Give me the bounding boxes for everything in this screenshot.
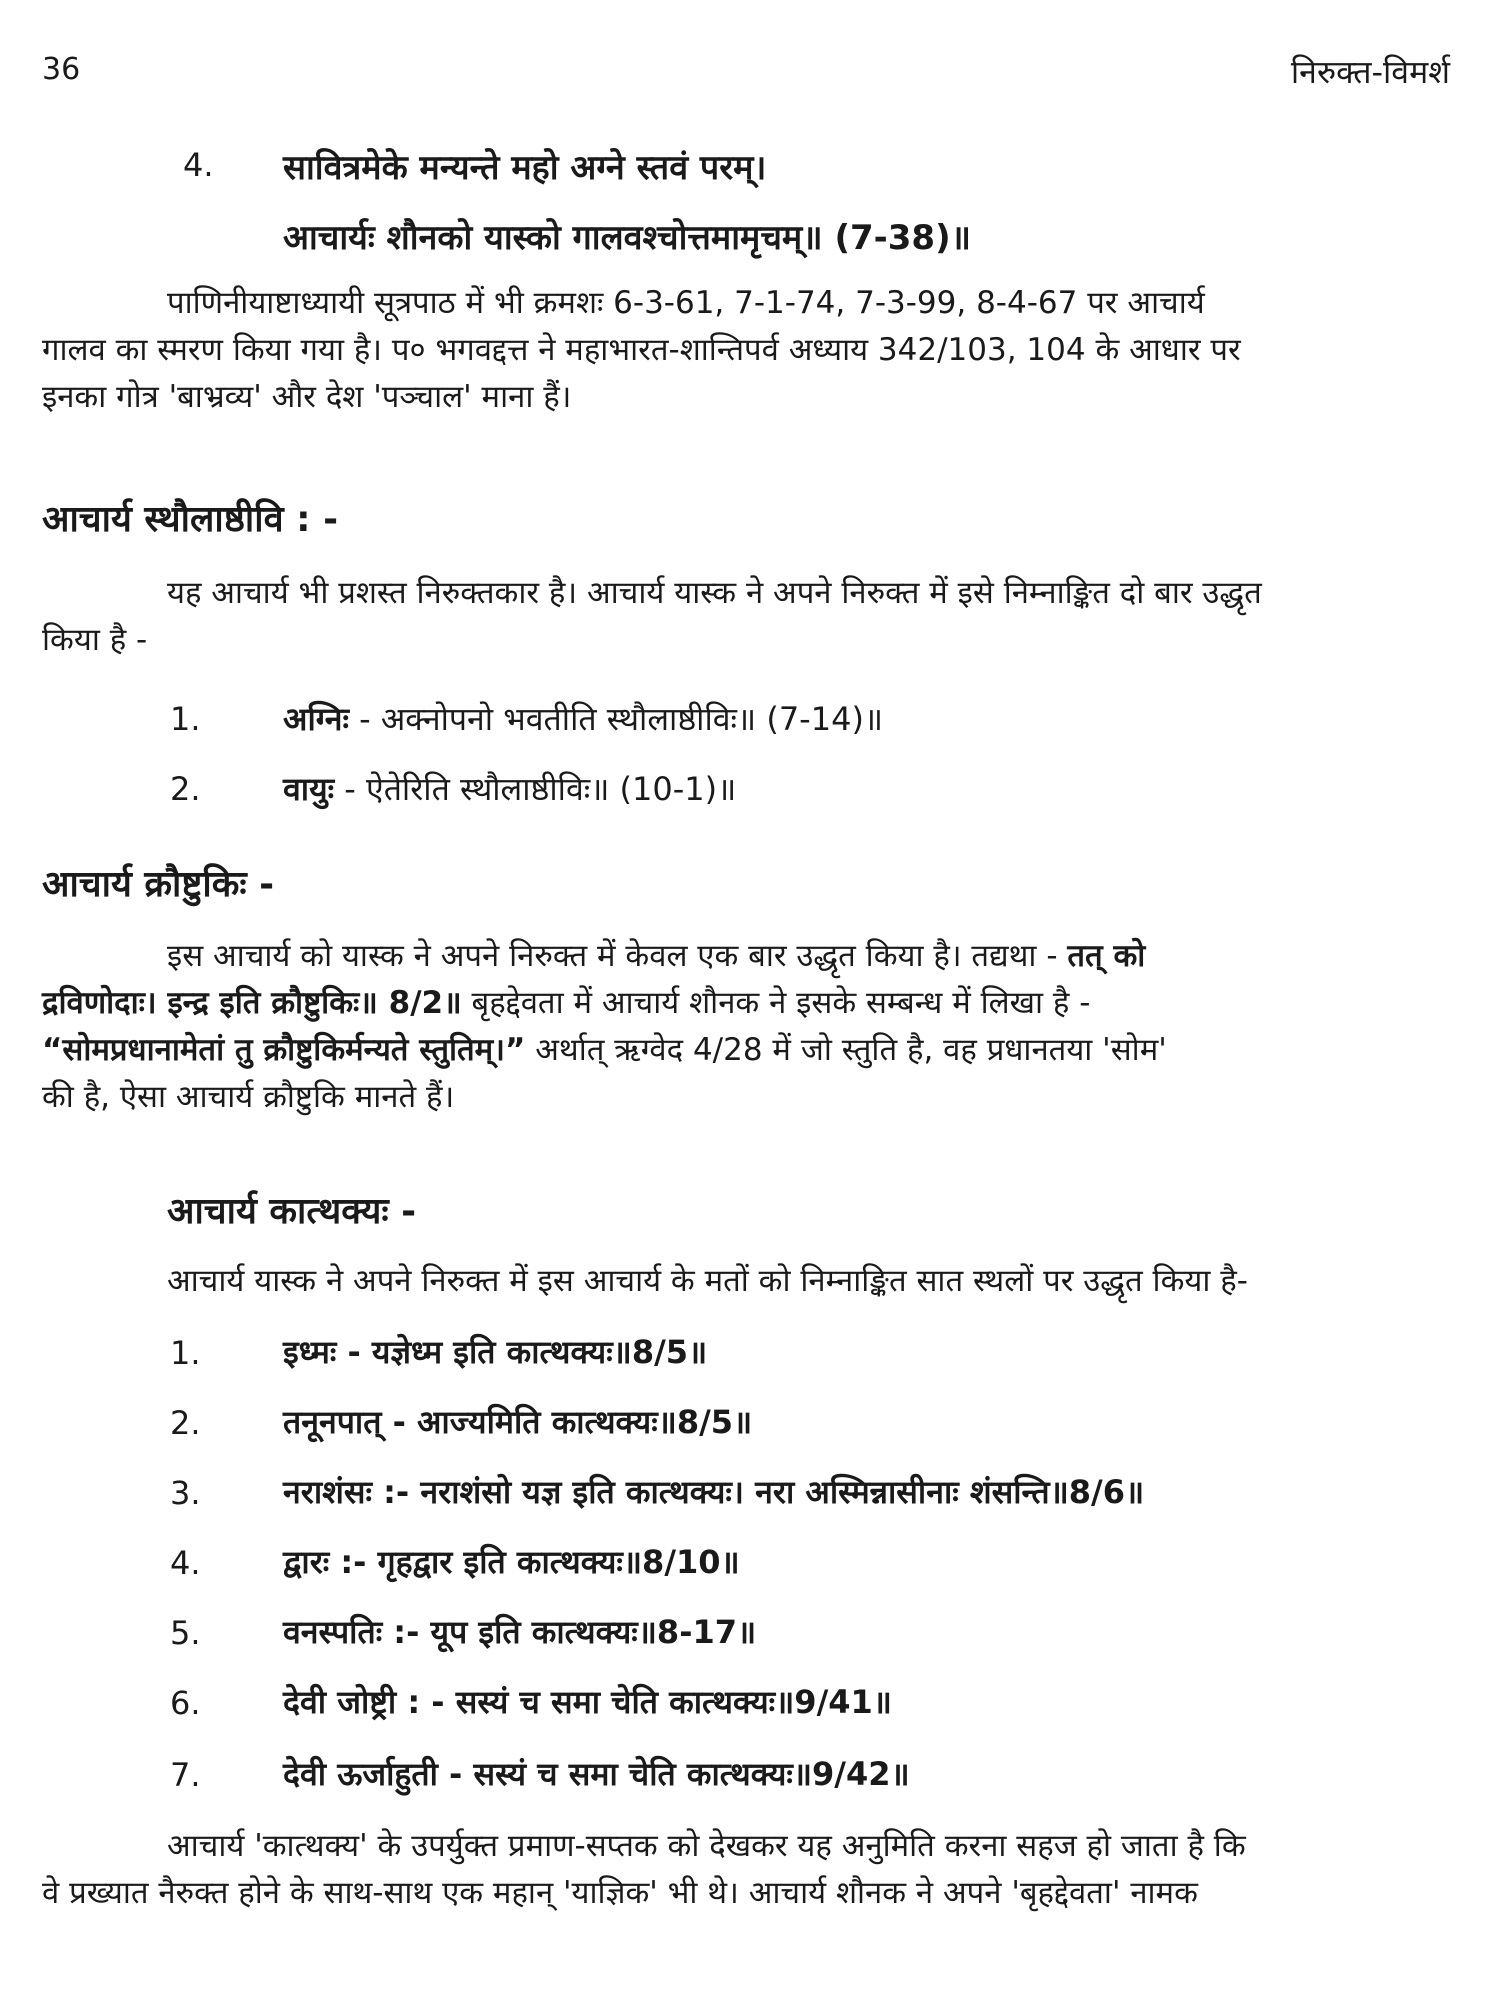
- verse-number: 4.: [183, 146, 214, 184]
- list-item: [283, 1330, 707, 1373]
- list-item-number: 3.: [170, 1474, 201, 1512]
- list-item-number: 5.: [170, 1614, 201, 1652]
- paragraph-line: पाणिनीयाष्टाध्यायी सूत्रपाठ में भी क्रमशः 6-3-61, 7-1-74, 7-3-99, 8-4-67 पर आचार्य: [167, 285, 1205, 321]
- list-item-number: 2.: [170, 1404, 201, 1442]
- text-run: अर्थात् ऋग्वेद 4/28 में जो स्तुति है, वह प्रधानतया 'सोम': [525, 1032, 1167, 1068]
- list-item-text: - ऐतेरिति स्थौलाष्ठीविः॥ (10-1)॥: [334, 770, 737, 808]
- paragraph-line: [42, 1027, 1452, 1074]
- list-item-text: - अक्नोपनो भवतीति स्थौलाष्ठीविः॥ (7-14)॥: [348, 700, 884, 738]
- text-run: इस आचार्य को यास्क ने अपने निरुक्त में केवल एक बार उद्धृत किया है। तद्यथा -: [167, 938, 1068, 974]
- paragraph-line: [42, 933, 1452, 980]
- paragraph-line: की है, ऐसा आचार्य क्रौष्टुकि मानते हैं।: [42, 1079, 455, 1115]
- text-run: बृहद्देवता में आचार्य शौनक ने इसके सम्बन्ध में लिखा है -: [461, 985, 1091, 1021]
- paragraph-line: [42, 980, 1452, 1027]
- paragraph-line: आचार्य यास्क ने अपने निरुक्त में इस आचार्य के मतों को निम्नाङ्कित सात स्थलों पर उद्धृत किया है-: [167, 1263, 1248, 1299]
- list-item: [283, 1752, 910, 1795]
- paragraph-galava: [42, 280, 1452, 421]
- paragraph-kraushtuki: [42, 933, 1452, 1121]
- list-item: [283, 697, 883, 740]
- list-item: [283, 1610, 756, 1653]
- verse-line-2: आचार्यः शौनको यास्को गालवश्चोत्तमामृचम्॥ (7-38)॥: [283, 218, 971, 258]
- quote-run: तत् को: [1067, 938, 1146, 974]
- list-item: [283, 767, 736, 810]
- paragraph-line: किया है -: [42, 622, 148, 658]
- paragraph-katthakya-intro: [167, 1258, 1457, 1305]
- verse-line-1: सावित्रमेके मन्यन्ते महो अग्ने स्तवं परम्।: [283, 148, 767, 188]
- paragraph-line: यह आचार्य भी प्रशस्त निरुक्तकार है। आचार्य यास्क ने अपने निरुक्त में इसे निम्नाङ्कित दो बार उद्धृत: [167, 575, 1262, 611]
- list-item-text: वनस्पतिः :- यूप इति कात्थक्यः॥8-17॥: [283, 1613, 757, 1651]
- paragraph-line: वे प्रख्यात नैरुक्त होने के साथ-साथ एक महान् 'याज्ञिक' भी थे। आचार्य शौनक ने अपने 'बृहद्देवता' नामक: [42, 1875, 1198, 1911]
- list-item-number: 1.: [170, 1334, 201, 1372]
- list-item-text: देवी जोष्ट्री : - सस्यं च समा चेति कात्थक्यः॥9/41॥: [283, 1683, 892, 1721]
- section-heading-sthaulashthivi: आचार्य स्थौलाष्ठीवि : -: [42, 499, 339, 540]
- list-item-number: 6.: [170, 1684, 201, 1722]
- paragraph-katthakya-closing: [42, 1823, 1452, 1917]
- section-heading-kraushtuki: आचार्य क्रौष्टुकिः -: [42, 864, 275, 905]
- list-item: [283, 1540, 740, 1583]
- list-item-number: 7.: [170, 1756, 201, 1794]
- list-item-text: इध्मः - यज्ञेध्म इति कात्थक्यः॥8/5॥: [283, 1333, 708, 1371]
- section-heading-katthakya: आचार्य कात्थक्यः -: [167, 1191, 417, 1232]
- list-item: [283, 1470, 1144, 1513]
- paragraph-line: इनका गोत्र 'बाभ्रव्य' और देश 'पञ्चाल' माना हैं।: [42, 379, 572, 415]
- list-item-number: 2.: [170, 770, 201, 808]
- page-number: 36: [42, 52, 81, 87]
- list-item-text: नराशंसः :- नराशंसो यज्ञ इति कात्थक्यः। नरा अस्मिन्नासीनाः शंसन्ति॥8/6॥: [283, 1473, 1145, 1511]
- list-item-term: अग्निः: [283, 700, 349, 738]
- list-item-term: वायुः: [283, 770, 335, 808]
- list-item: [283, 1400, 752, 1443]
- paragraph-line: आचार्य 'कात्थक्य' के उपर्युक्त प्रमाण-सप्तक को देखकर यह अनुमिति करना सहज हो जाता है कि: [167, 1828, 1246, 1864]
- list-item-number: 4.: [170, 1544, 201, 1582]
- list-item: [283, 1680, 892, 1723]
- running-header-title: निरुक्त-विमर्श: [1290, 53, 1450, 91]
- list-item-text: देवी ऊर्जाहुती - सस्यं च समा चेति कात्थक्यः॥9/42॥: [283, 1755, 910, 1793]
- quote-run: “सोमप्रधानामेतां तु क्रौष्टुकिर्मन्यते स्तुतिम्।”: [42, 1032, 526, 1068]
- quote-run: द्रविणोदाः। इन्द्र इति क्रौष्टुकिः॥ 8/2॥: [42, 985, 462, 1021]
- paragraph-line: गालव का स्मरण किया गया है। प० भगवद्दत्त ने महाभारत-शान्तिपर्व अध्याय 342/103, 104 के आधार पर: [42, 332, 1241, 368]
- list-item-text: द्वारः :- गृहद्वार इति कात्थक्यः॥8/10॥: [283, 1543, 740, 1581]
- list-item-text: तनूनपात् - आज्यमिति कात्थक्यः॥8/5॥: [283, 1403, 753, 1441]
- paragraph-sthaulashthivi: [42, 570, 1452, 664]
- list-item-number: 1.: [170, 700, 201, 738]
